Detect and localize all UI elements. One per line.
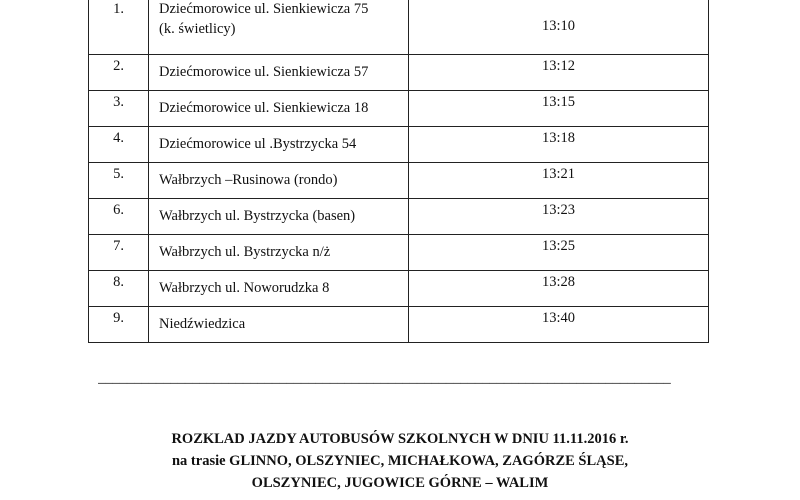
row-number: 6.	[113, 202, 124, 218]
stop-name: Dziećmorowice ul .Bystrzycka 54	[159, 136, 357, 152]
schedule-heading	[60, 428, 740, 494]
departure-time-cell	[409, 0, 709, 55]
stop-name-cell	[149, 235, 409, 271]
departure-time-cell	[409, 199, 709, 235]
row-number-cell	[89, 199, 149, 235]
departure-time: 13:15	[541, 94, 576, 110]
departure-time-cell	[409, 127, 709, 163]
row-number-cell	[89, 55, 149, 91]
departure-time: 13:12	[541, 58, 576, 74]
row-number: 8.	[113, 274, 124, 290]
schedule-title: ROZKLAD JAZDY AUTOBUSÓW SZKOLNYCH W DNIU 11.11.2016 r.	[171, 431, 629, 447]
departure-time-cell	[409, 235, 709, 271]
stop-name-cell	[149, 55, 409, 91]
row-number-cell	[89, 235, 149, 271]
row-number: 5.	[113, 166, 124, 182]
departure-time-cell	[409, 163, 709, 199]
departure-time: 13:25	[541, 238, 576, 254]
row-number: 9.	[113, 310, 124, 326]
table-row	[89, 163, 709, 199]
row-number: 1.	[113, 1, 124, 17]
table-row	[89, 271, 709, 307]
row-number: 4.	[113, 130, 124, 146]
row-number-cell	[89, 91, 149, 127]
departure-time-cell	[409, 307, 709, 343]
departure-time: 13:40	[541, 310, 576, 326]
bus-stops-table	[88, 0, 709, 343]
row-number-cell	[89, 307, 149, 343]
stop-name: Dziećmorowice ul. Sienkiewicza 57	[159, 64, 369, 80]
row-number-cell	[89, 163, 149, 199]
row-number: 3.	[113, 94, 124, 110]
departure-time: 13:28	[541, 274, 576, 290]
departure-time-cell	[409, 271, 709, 307]
stop-name-cell	[149, 199, 409, 235]
schedule-route-line-2: OLSZYNIEC, JUGOWICE GÓRNE – WALIM	[251, 475, 549, 491]
table-row	[89, 235, 709, 271]
table-row	[89, 199, 709, 235]
departure-time: 13:10	[541, 18, 576, 34]
departure-time-cell	[409, 91, 709, 127]
stop-name: Wałbrzych ul. Noworudzka 8	[159, 280, 330, 296]
row-number-cell	[89, 127, 149, 163]
schedule-route-line-1: na trasie GLINNO, OLSZYNIEC, MICHAŁKOWA, ZAGÓRZE ŚLĄSE,	[171, 453, 628, 469]
stop-name-cell	[149, 127, 409, 163]
table-row	[89, 55, 709, 91]
stop-name: Dziećmorowice ul. Sienkiewicza 18	[159, 100, 369, 116]
stop-name-cell	[149, 0, 409, 55]
row-number: 2.	[113, 58, 124, 74]
row-number-cell	[89, 271, 149, 307]
table-row	[89, 0, 709, 55]
stop-name: Wałbrzych –Rusinowa (rondo)	[159, 172, 338, 188]
stop-name: Niedźwiedzica	[159, 316, 246, 332]
table-row	[89, 307, 709, 343]
stop-name-cell	[149, 91, 409, 127]
stop-name-cell	[149, 307, 409, 343]
stop-name: Dziećmorowice ul. Sienkiewicza 75 (k. świetlicy)	[159, 1, 369, 37]
stop-name-cell	[149, 271, 409, 307]
stop-name: Wałbrzych ul. Bystrzycka n/ż	[159, 244, 331, 260]
section-separator-line: _______________________________________________________________________________	[98, 370, 671, 386]
departure-time: 13:21	[541, 166, 576, 182]
departure-time-cell	[409, 55, 709, 91]
row-number-cell	[89, 0, 149, 55]
row-number: 7.	[113, 238, 124, 254]
table-row	[89, 127, 709, 163]
stop-name-cell	[149, 163, 409, 199]
departure-time: 13:23	[541, 202, 576, 218]
departure-time: 13:18	[541, 130, 576, 146]
stop-name: Wałbrzych ul. Bystrzycka (basen)	[159, 208, 356, 224]
table-row	[89, 91, 709, 127]
